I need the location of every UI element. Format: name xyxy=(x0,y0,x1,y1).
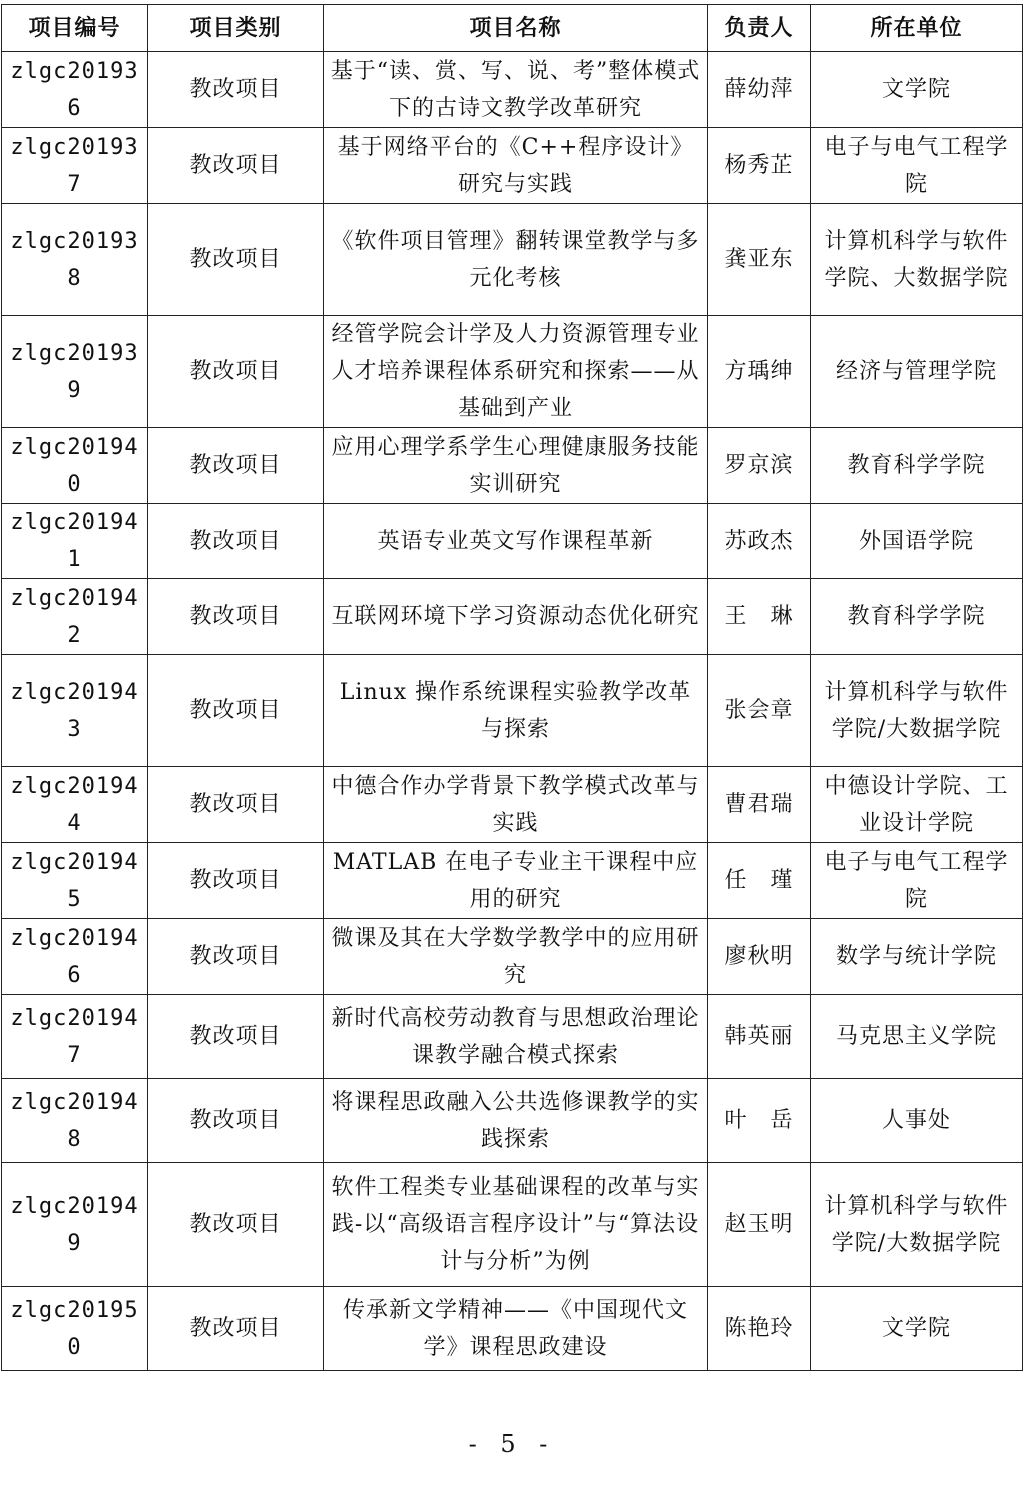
cell-code: zlgc201941 xyxy=(2,504,148,579)
cell-name: 经管学院会计学及人力资源管理专业人才培养课程体系研究和探索——从基础到产业 xyxy=(324,316,708,428)
cell-code: zlgc201938 xyxy=(2,204,148,316)
cell-leader: 薛幼萍 xyxy=(708,52,811,128)
table-row xyxy=(2,995,1023,1079)
cell-unit: 人事处 xyxy=(811,1079,1023,1163)
cell-unit: 计算机科学与软件学院/大数据学院 xyxy=(811,1163,1023,1287)
cell-code: zlgc201950 xyxy=(2,1287,148,1371)
cell-name: 互联网环境下学习资源动态优化研究 xyxy=(324,579,708,655)
cell-category: 教改项目 xyxy=(148,1163,324,1287)
cell-name: 微课及其在大学数学教学中的应用研究 xyxy=(324,919,708,995)
cell-category: 教改项目 xyxy=(148,995,324,1079)
cell-leader: 龚亚东 xyxy=(708,204,811,316)
cell-code: zlgc201936 xyxy=(2,52,148,128)
cell-code: zlgc201940 xyxy=(2,428,148,504)
table-row xyxy=(2,1079,1023,1163)
cell-name: MATLAB 在电子专业主干课程中应用的研究 xyxy=(324,843,708,919)
cell-name: 应用心理学系学生心理健康服务技能实训研究 xyxy=(324,428,708,504)
cell-code: zlgc201939 xyxy=(2,316,148,428)
table-row xyxy=(2,1163,1023,1287)
cell-unit: 电子与电气工程学院 xyxy=(811,128,1023,204)
table-row xyxy=(2,579,1023,655)
cell-code: zlgc201947 xyxy=(2,995,148,1079)
table-row xyxy=(2,128,1023,204)
cell-category: 教改项目 xyxy=(148,1287,324,1371)
table-row xyxy=(2,504,1023,579)
table-header-row xyxy=(2,5,1023,52)
page-number: - 5 - xyxy=(468,1430,556,1458)
header-project-category: 项目类别 xyxy=(148,5,324,52)
table-row xyxy=(2,919,1023,995)
cell-name: 将课程思政融入公共选修课教学的实践探索 xyxy=(324,1079,708,1163)
project-table xyxy=(1,4,1023,1371)
cell-unit: 经济与管理学院 xyxy=(811,316,1023,428)
cell-unit: 教育科学学院 xyxy=(811,428,1023,504)
cell-category: 教改项目 xyxy=(148,919,324,995)
table-row xyxy=(2,428,1023,504)
cell-leader: 杨秀芷 xyxy=(708,128,811,204)
cell-unit: 计算机科学与软件学院、大数据学院 xyxy=(811,204,1023,316)
cell-unit: 马克思主义学院 xyxy=(811,995,1023,1079)
cell-code: zlgc201943 xyxy=(2,655,148,767)
table-row xyxy=(2,767,1023,843)
cell-name: Linux 操作系统课程实验教学改革与探索 xyxy=(324,655,708,767)
cell-leader: 赵玉明 xyxy=(708,1163,811,1287)
cell-leader: 韩英丽 xyxy=(708,995,811,1079)
cell-leader: 方瑀绅 xyxy=(708,316,811,428)
cell-code: zlgc201937 xyxy=(2,128,148,204)
cell-unit: 电子与电气工程学院 xyxy=(811,843,1023,919)
cell-category: 教改项目 xyxy=(148,843,324,919)
header-project-leader: 负责人 xyxy=(708,5,811,52)
cell-category: 教改项目 xyxy=(148,504,324,579)
cell-name: 中德合作办学背景下教学模式改革与实践 xyxy=(324,767,708,843)
cell-leader: 苏政杰 xyxy=(708,504,811,579)
header-project-unit: 所在单位 xyxy=(811,5,1023,52)
cell-leader: 王 琳 xyxy=(708,579,811,655)
cell-code: zlgc201944 xyxy=(2,767,148,843)
table-row xyxy=(2,843,1023,919)
cell-code: zlgc201946 xyxy=(2,919,148,995)
cell-category: 教改项目 xyxy=(148,428,324,504)
cell-leader: 罗京滨 xyxy=(708,428,811,504)
cell-leader: 陈艳玲 xyxy=(708,1287,811,1371)
cell-unit: 计算机科学与软件学院/大数据学院 xyxy=(811,655,1023,767)
cell-code: zlgc201942 xyxy=(2,579,148,655)
cell-category: 教改项目 xyxy=(148,128,324,204)
cell-name: 基于“读、赏、写、说、考”整体模式下的古诗文教学改革研究 xyxy=(324,52,708,128)
cell-category: 教改项目 xyxy=(148,1079,324,1163)
cell-category: 教改项目 xyxy=(148,316,324,428)
cell-leader: 叶 岳 xyxy=(708,1079,811,1163)
cell-name: 传承新文学精神——《中国现代文学》课程思政建设 xyxy=(324,1287,708,1371)
table-row xyxy=(2,1287,1023,1371)
cell-name: 新时代高校劳动教育与思想政治理论课教学融合模式探索 xyxy=(324,995,708,1079)
cell-category: 教改项目 xyxy=(148,655,324,767)
cell-category: 教改项目 xyxy=(148,52,324,128)
cell-code: zlgc201945 xyxy=(2,843,148,919)
header-project-name: 项目名称 xyxy=(324,5,708,52)
cell-unit: 文学院 xyxy=(811,52,1023,128)
cell-name: 基于网络平台的《C++程序设计》研究与实践 xyxy=(324,128,708,204)
cell-unit: 教育科学学院 xyxy=(811,579,1023,655)
cell-code: zlgc201949 xyxy=(2,1163,148,1287)
cell-leader: 张会章 xyxy=(708,655,811,767)
cell-category: 教改项目 xyxy=(148,767,324,843)
cell-name: 《软件项目管理》翻转课堂教学与多元化考核 xyxy=(324,204,708,316)
cell-name: 软件工程类专业基础课程的改革与实践-以“高级语言程序设计”与“算法设计与分析”为例 xyxy=(324,1163,708,1287)
cell-leader: 曹君瑞 xyxy=(708,767,811,843)
cell-unit: 数学与统计学院 xyxy=(811,919,1023,995)
cell-leader: 任 瑾 xyxy=(708,843,811,919)
table-row xyxy=(2,655,1023,767)
table-row xyxy=(2,52,1023,128)
header-project-code: 项目编号 xyxy=(2,5,148,52)
table-row xyxy=(2,204,1023,316)
cell-unit: 中德设计学院、工业设计学院 xyxy=(811,767,1023,843)
cell-category: 教改项目 xyxy=(148,204,324,316)
table-row xyxy=(2,316,1023,428)
cell-leader: 廖秋明 xyxy=(708,919,811,995)
cell-code: zlgc201948 xyxy=(2,1079,148,1163)
cell-unit: 外国语学院 xyxy=(811,504,1023,579)
cell-name: 英语专业英文写作课程革新 xyxy=(324,504,708,579)
cell-category: 教改项目 xyxy=(148,579,324,655)
cell-unit: 文学院 xyxy=(811,1287,1023,1371)
